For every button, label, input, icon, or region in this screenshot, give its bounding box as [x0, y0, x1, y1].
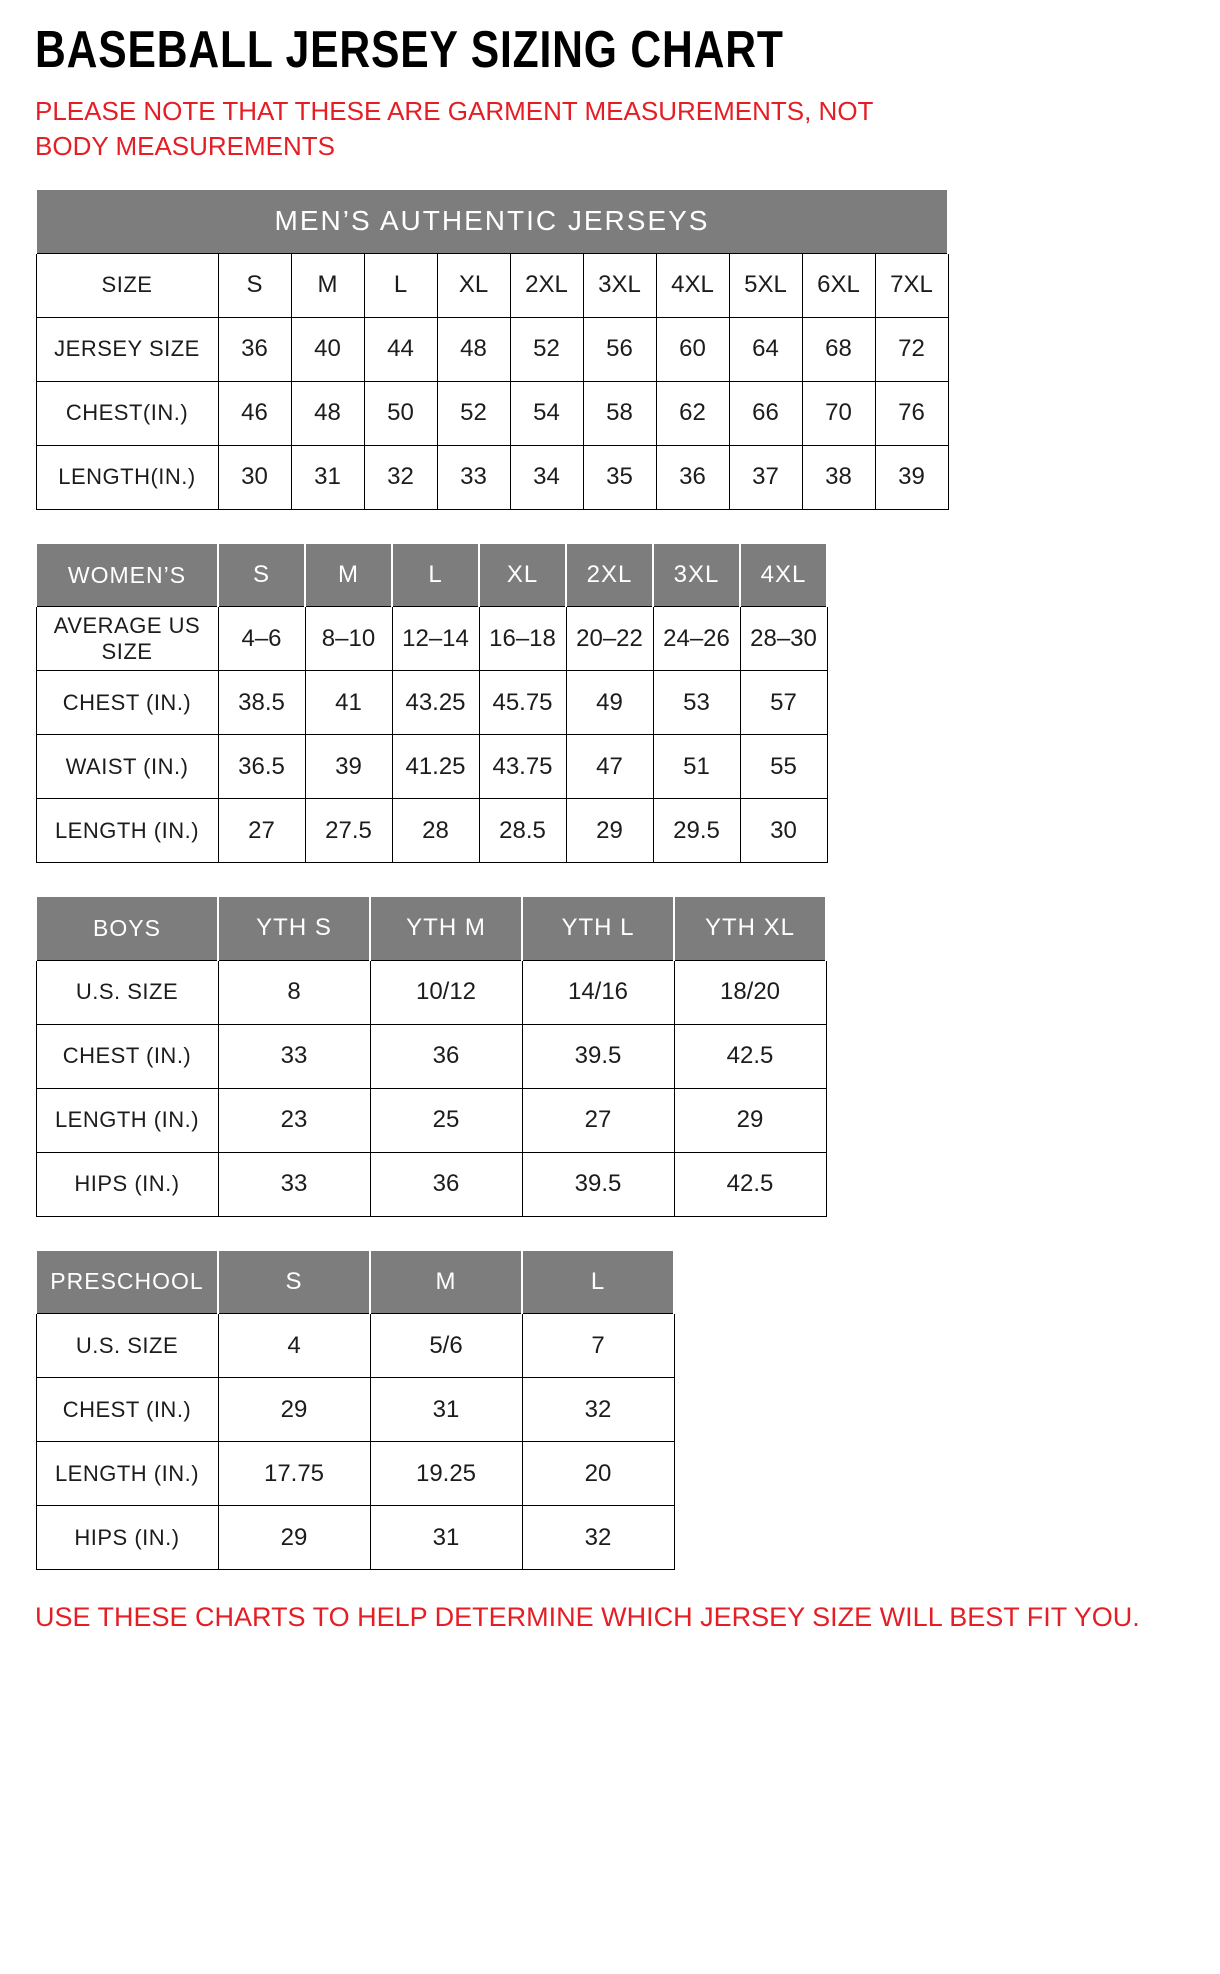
page-title: BASEBALL JERSEY SIZING CHART: [35, 21, 784, 79]
row-label: U.S. SIZE: [36, 1314, 218, 1378]
cell-value: 48: [437, 317, 510, 381]
cell-value: XL: [437, 253, 510, 317]
cell-value: 33: [218, 1024, 370, 1088]
cell-value: 31: [370, 1378, 522, 1442]
table-row: [36, 960, 826, 1024]
cell-value: 29: [218, 1378, 370, 1442]
cell-value: 14/16: [522, 960, 674, 1024]
cell-value: 27.5: [305, 799, 392, 863]
cell-value: 33: [218, 1152, 370, 1216]
cell-value: 36.5: [218, 735, 305, 799]
table-header-cell: 4XL: [740, 543, 827, 607]
cell-value: 31: [291, 445, 364, 509]
cell-value: 46: [218, 381, 291, 445]
cell-value: 57: [740, 671, 827, 735]
cell-value: 28–30: [740, 607, 827, 671]
cell-value: 31: [370, 1506, 522, 1570]
table-header-cell: YTH XL: [674, 896, 826, 960]
table-header-label: WOMEN’S: [36, 543, 218, 607]
cell-value: 42.5: [674, 1152, 826, 1216]
row-label: LENGTH (IN.): [36, 1442, 218, 1506]
row-label: HIPS (IN.): [36, 1152, 218, 1216]
table-row: [36, 1506, 674, 1570]
cell-value: 52: [510, 317, 583, 381]
cell-value: 45.75: [479, 671, 566, 735]
preschool-sizing-table: [35, 1249, 675, 1571]
table-header-cell: XL: [479, 543, 566, 607]
cell-value: 54: [510, 381, 583, 445]
row-label: U.S. SIZE: [36, 960, 218, 1024]
table-row: [36, 799, 827, 863]
table-row: [36, 1314, 674, 1378]
cell-value: 8: [218, 960, 370, 1024]
cell-value: 43.75: [479, 735, 566, 799]
cell-value: 24–26: [653, 607, 740, 671]
row-label: LENGTH (IN.): [36, 1088, 218, 1152]
table-header-row: [36, 543, 827, 607]
cell-value: 44: [364, 317, 437, 381]
cell-value: 29: [566, 799, 653, 863]
row-label: CHEST (IN.): [36, 1378, 218, 1442]
table-row: [36, 317, 948, 381]
cell-value: 51: [653, 735, 740, 799]
cell-value: 39: [875, 445, 948, 509]
cell-value: 28.5: [479, 799, 566, 863]
row-label: CHEST (IN.): [36, 671, 218, 735]
table-header-cell: 2XL: [566, 543, 653, 607]
cell-value: 64: [729, 317, 802, 381]
table-row: [36, 253, 948, 317]
table-header-cell: M: [370, 1250, 522, 1314]
cell-value: 29: [674, 1088, 826, 1152]
cell-value: 30: [218, 445, 291, 509]
cell-value: 68: [802, 317, 875, 381]
cell-value: 72: [875, 317, 948, 381]
cell-value: 2XL: [510, 253, 583, 317]
table-row: [36, 1024, 826, 1088]
cell-value: 7XL: [875, 253, 948, 317]
row-label: CHEST(IN.): [36, 381, 218, 445]
cell-value: 70: [802, 381, 875, 445]
cell-value: 32: [522, 1378, 674, 1442]
cell-value: 27: [218, 799, 305, 863]
table-row: [36, 607, 827, 671]
cell-value: 55: [740, 735, 827, 799]
womens-sizing-table: [35, 542, 828, 864]
garment-measurements-note: PLEASE NOTE THAT THESE ARE GARMENT MEASUREMENTS, NOT BODY MEASUREMENTS: [35, 96, 873, 162]
cell-value: 25: [370, 1088, 522, 1152]
table-header-cell: YTH L: [522, 896, 674, 960]
cell-value: 41.25: [392, 735, 479, 799]
cell-value: 34: [510, 445, 583, 509]
table-row: [36, 1442, 674, 1506]
table-banner: MEN’S AUTHENTIC JERSEYS: [36, 189, 948, 253]
cell-value: 38: [802, 445, 875, 509]
cell-value: 36: [656, 445, 729, 509]
cell-value: 29: [218, 1506, 370, 1570]
cell-value: 5/6: [370, 1314, 522, 1378]
cell-value: 4XL: [656, 253, 729, 317]
cell-value: 36: [370, 1152, 522, 1216]
cell-value: 39.5: [522, 1024, 674, 1088]
cell-value: 32: [522, 1506, 674, 1570]
footer-note: USE THESE CHARTS TO HELP DETERMINE WHICH JERSEY SIZE WILL BEST FIT YOU.: [35, 1602, 1140, 1633]
cell-value: 7: [522, 1314, 674, 1378]
cell-value: 28: [392, 799, 479, 863]
table-header-cell: M: [305, 543, 392, 607]
cell-value: 76: [875, 381, 948, 445]
cell-value: 19.25: [370, 1442, 522, 1506]
table-row: [36, 1378, 674, 1442]
cell-value: 60: [656, 317, 729, 381]
cell-value: 5XL: [729, 253, 802, 317]
cell-value: 52: [437, 381, 510, 445]
table-header-cell: YTH S: [218, 896, 370, 960]
cell-value: 6XL: [802, 253, 875, 317]
cell-value: 20–22: [566, 607, 653, 671]
cell-value: 16–18: [479, 607, 566, 671]
table-row: [36, 1152, 826, 1216]
cell-value: 8–10: [305, 607, 392, 671]
table-header-label: PRESCHOOL: [36, 1250, 218, 1314]
boys-sizing-table: [35, 895, 827, 1217]
table-header-cell: S: [218, 1250, 370, 1314]
table-header-cell: L: [522, 1250, 674, 1314]
table-header-cell: S: [218, 543, 305, 607]
cell-value: 36: [218, 317, 291, 381]
table-header-label: BOYS: [36, 896, 218, 960]
row-label: JERSEY SIZE: [36, 317, 218, 381]
cell-value: 38.5: [218, 671, 305, 735]
cell-value: 30: [740, 799, 827, 863]
cell-value: 35: [583, 445, 656, 509]
cell-value: 43.25: [392, 671, 479, 735]
cell-value: 53: [653, 671, 740, 735]
cell-value: 33: [437, 445, 510, 509]
table-header-cell: L: [392, 543, 479, 607]
row-label: AVERAGE US SIZE: [36, 607, 218, 671]
cell-value: S: [218, 253, 291, 317]
cell-value: 50: [364, 381, 437, 445]
cell-value: 47: [566, 735, 653, 799]
cell-value: 18/20: [674, 960, 826, 1024]
table-header-cell: 3XL: [653, 543, 740, 607]
table-row: [36, 445, 948, 509]
cell-value: 4–6: [218, 607, 305, 671]
cell-value: 40: [291, 317, 364, 381]
cell-value: 20: [522, 1442, 674, 1506]
cell-value: 32: [364, 445, 437, 509]
cell-value: 49: [566, 671, 653, 735]
cell-value: L: [364, 253, 437, 317]
cell-value: 41: [305, 671, 392, 735]
cell-value: 29.5: [653, 799, 740, 863]
table-header-row: [36, 896, 826, 960]
cell-value: M: [291, 253, 364, 317]
table-row: [36, 735, 827, 799]
row-label: LENGTH (IN.): [36, 799, 218, 863]
cell-value: 39.5: [522, 1152, 674, 1216]
row-label: CHEST (IN.): [36, 1024, 218, 1088]
cell-value: 48: [291, 381, 364, 445]
cell-value: 37: [729, 445, 802, 509]
row-label: LENGTH(IN.): [36, 445, 218, 509]
cell-value: 4: [218, 1314, 370, 1378]
cell-value: 58: [583, 381, 656, 445]
mens-authentic-jerseys-table: [35, 188, 949, 510]
cell-value: 27: [522, 1088, 674, 1152]
cell-value: 56: [583, 317, 656, 381]
table-row: [36, 671, 827, 735]
cell-value: 42.5: [674, 1024, 826, 1088]
table-header-cell: YTH M: [370, 896, 522, 960]
cell-value: 23: [218, 1088, 370, 1152]
table-banner-row: [36, 189, 948, 253]
cell-value: 10/12: [370, 960, 522, 1024]
table-row: [36, 381, 948, 445]
cell-value: 62: [656, 381, 729, 445]
row-label: WAIST (IN.): [36, 735, 218, 799]
cell-value: 17.75: [218, 1442, 370, 1506]
row-label: HIPS (IN.): [36, 1506, 218, 1570]
cell-value: 36: [370, 1024, 522, 1088]
cell-value: 66: [729, 381, 802, 445]
cell-value: 3XL: [583, 253, 656, 317]
table-header-row: [36, 1250, 674, 1314]
table-row: [36, 1088, 826, 1152]
cell-value: 12–14: [392, 607, 479, 671]
row-label: SIZE: [36, 253, 218, 317]
cell-value: 39: [305, 735, 392, 799]
